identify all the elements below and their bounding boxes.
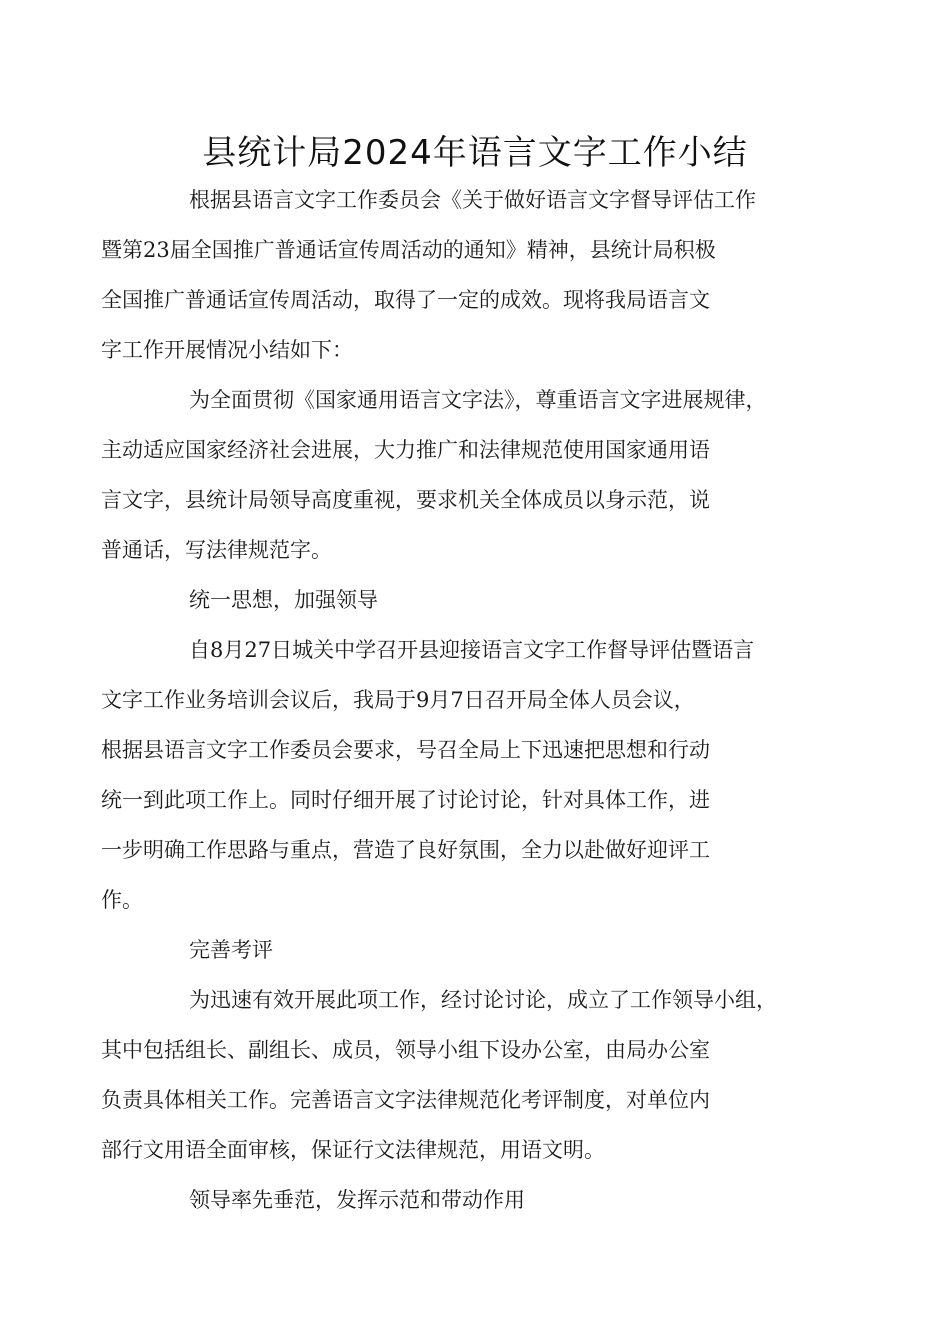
text-line: 作。: [101, 888, 143, 912]
section-heading-evaluation: [145, 925, 825, 975]
section-heading-example: [145, 1175, 825, 1225]
text-line: 根据县语言文字工作委员会《关于做好语言文字督导评估工作: [189, 188, 756, 212]
text-line: 自8月27日城关中学召开县迎接语言文字工作督导评估暨语言: [189, 638, 755, 662]
text-line: 部行文用语全面审核，保证行文法律规范，用语文明。: [101, 1138, 605, 1162]
text-line: 领导率先垂范，发挥示范和带动作用: [189, 1188, 525, 1212]
text-line: 为迅速有效开展此项工作，经讨论讨论，成立了工作领导小组，: [189, 988, 777, 1012]
text-line: 为全面贯彻《国家通用语言文字法》，尊重语言文字进展规律，: [189, 388, 767, 412]
text-line: 主动适应国家经济社会进展，大力推广和法律规范使用国家通用语: [101, 438, 710, 462]
text-line: 文字工作业务培训会议后，我局于9月7日召开局全体人员会议，: [101, 688, 695, 712]
paragraph-intro: [101, 175, 825, 375]
text-line: 言文字，县统计局领导高度重视，要求机关全体成员以身示范，说: [101, 488, 710, 512]
section-heading-leadership: [145, 575, 825, 625]
document-body: [101, 175, 825, 1225]
paragraph-meeting: [101, 625, 825, 925]
text-line: 全国推广普通话宣传周活动，取得了一定的成效。现将我局语言文: [101, 288, 710, 312]
document-title: 县统计局2024年语言文字工作小结: [202, 133, 748, 173]
text-line: 暨第23届全国推广普通话宣传周活动的通知》精神，县统计局积极: [101, 238, 716, 262]
text-line: 字工作开展情况小结如下：: [101, 338, 353, 362]
text-line: 统一到此项工作上。同时仔细开展了讨论讨论，针对具体工作，进: [101, 788, 710, 812]
text-line: 其中包括组长、副组长、成员，领导小组下设办公室，由局办公室: [101, 1038, 710, 1062]
text-line: 完善考评: [189, 938, 273, 962]
text-line: 统一思想，加强领导: [189, 588, 378, 612]
text-line: 一步明确工作思路与重点，营造了良好氛围，全力以赴做好迎评工: [101, 838, 710, 862]
text-line: 普通话，写法律规范字。: [101, 538, 332, 562]
text-line: 负责具体相关工作。完善语言文字法律规范化考评制度，对单位内: [101, 1088, 710, 1112]
paragraph-purpose: [101, 375, 825, 575]
text-line: 根据县语言文字工作委员会要求，号召全局上下迅速把思想和行动: [101, 738, 710, 762]
paragraph-team: [101, 975, 825, 1175]
